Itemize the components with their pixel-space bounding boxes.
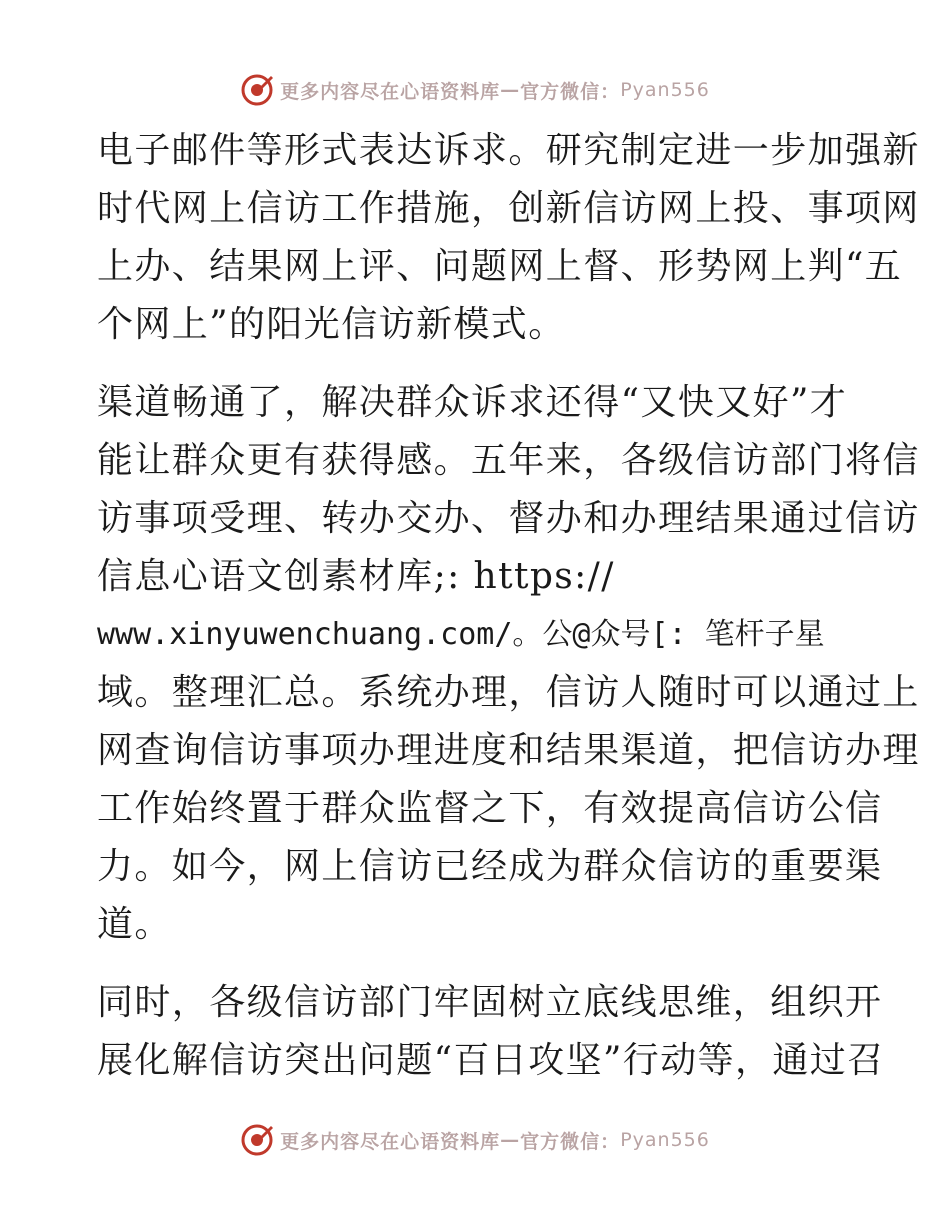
footer-dash: — bbox=[500, 1129, 521, 1151]
text-line: 时代网上信访工作措施，创新信访网上投、事项网 bbox=[97, 188, 920, 229]
text-line: 信息心语文创素材库;: https:// bbox=[97, 556, 615, 597]
header-brand: 更多内容尽在心语资料库 bbox=[280, 80, 501, 103]
text-line: 展化解信访突出问题“百日攻坚”行动等，通过召 bbox=[97, 1040, 885, 1081]
text-line-url: www.xinyuwenchuang.com/。公@众号[: 笔杆子星 bbox=[97, 617, 825, 652]
text-line: 道。 bbox=[97, 904, 172, 945]
pen-circle-logo-icon bbox=[240, 1123, 274, 1157]
text-line: 电子邮件等形式表达诉求。研究制定进一步加强新 bbox=[97, 130, 920, 171]
footer-brand: 更多内容尽在心语资料库 bbox=[280, 1130, 501, 1153]
text-line: 力。如今，网上信访已经成为群众信访的重要渠 bbox=[97, 846, 883, 887]
text-line: 个网上”的阳光信访新模式。 bbox=[97, 304, 566, 345]
header-banner bbox=[0, 70, 950, 110]
pen-circle-logo-icon bbox=[240, 73, 274, 107]
paragraph-3 bbox=[97, 974, 885, 1090]
text-line: 同时，各级信访部门牢固树立底线思维，组织开 bbox=[97, 982, 883, 1023]
text-line: 网查询信访事项办理进度和结果渠道，把信访办理 bbox=[97, 730, 920, 771]
text-line: 工作始终置于群众监督之下，有效提高信访公信 bbox=[97, 788, 883, 829]
text-line: 能让群众更有获得感。五年来，各级信访部门将信 bbox=[97, 440, 920, 481]
text-line: 上办、结果网上评、问题网上督、形势网上判“五 bbox=[97, 246, 903, 287]
footer-contact-label: 官方微信： bbox=[520, 1130, 621, 1153]
footer-banner bbox=[0, 1120, 950, 1160]
text-line: 域。整理汇总。系统办理，信访人随时可以通过上 bbox=[97, 672, 920, 713]
header-contact-id: Pyan556 bbox=[620, 79, 710, 101]
paragraph-1 bbox=[97, 122, 920, 354]
paragraph-2 bbox=[97, 374, 920, 954]
text-line: 访事项受理、转办交办、督办和办理结果通过信访 bbox=[97, 498, 920, 539]
footer-contact-id: Pyan556 bbox=[620, 1129, 710, 1151]
header-dash: — bbox=[500, 79, 521, 101]
header-contact-label: 官方微信： bbox=[520, 80, 621, 103]
text-line: 渠道畅通了，解决群众诉求还得“又快又好”才 bbox=[97, 382, 848, 423]
document-body bbox=[97, 122, 920, 1090]
